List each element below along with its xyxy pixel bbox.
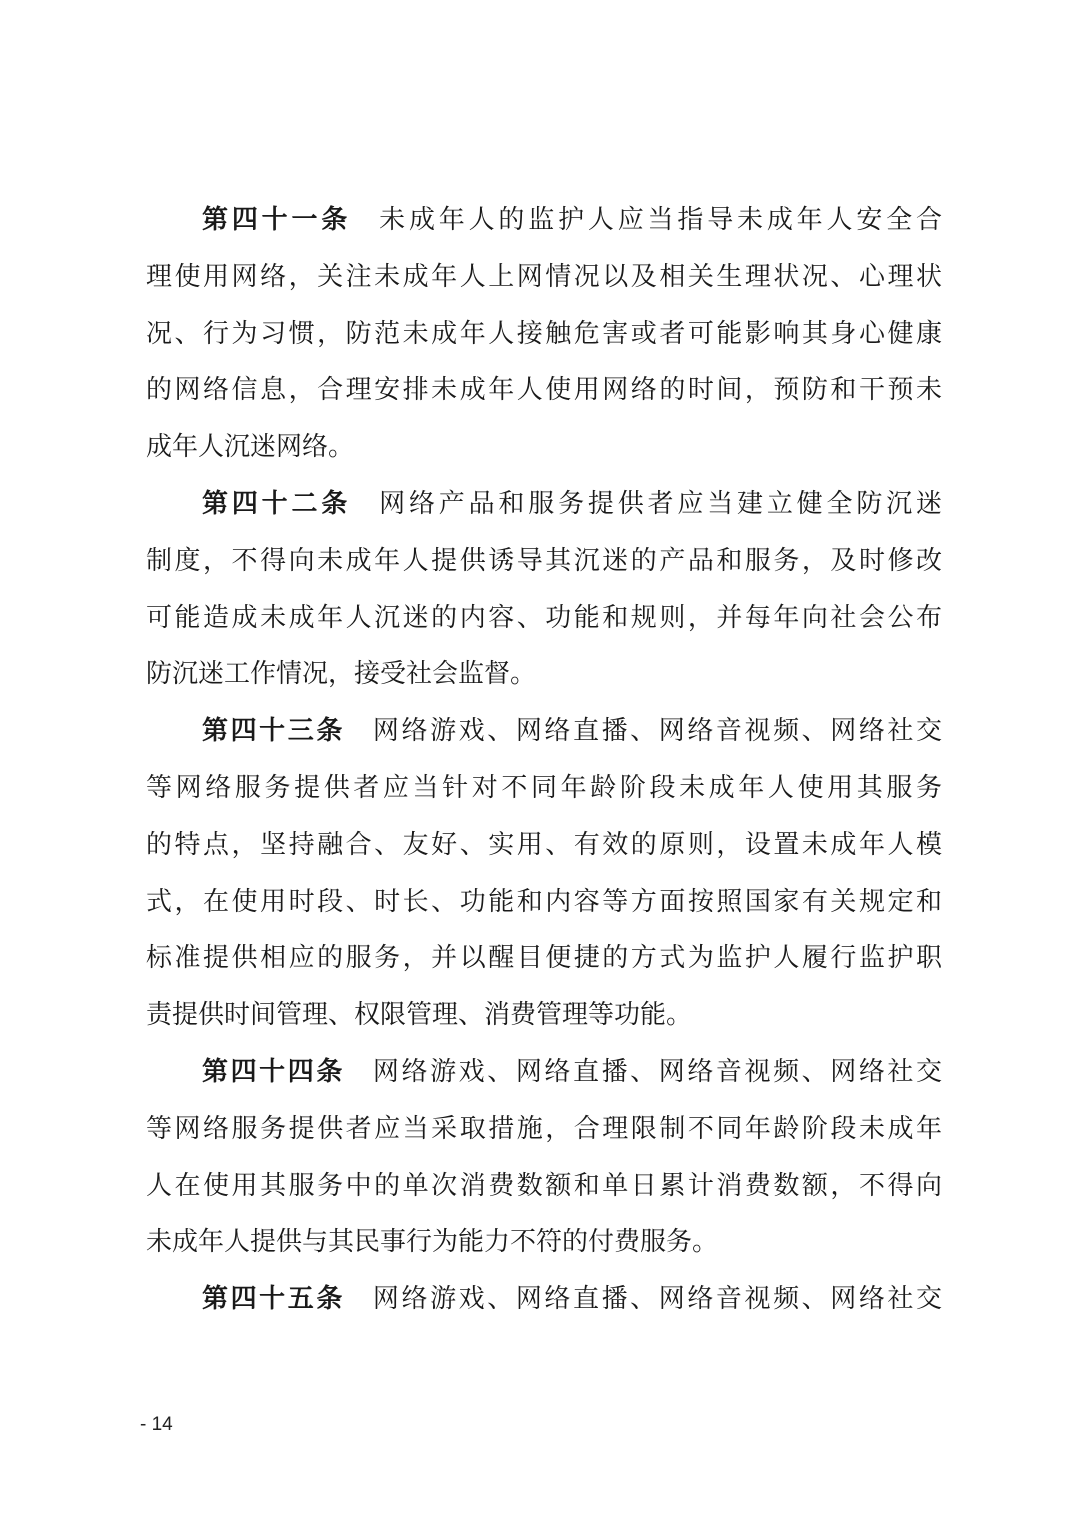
article-41-line-5: 成年人沉迷网络。: [146, 432, 355, 463]
article-43-line-6: 责提供时间管理、权限管理、消费管理等功能。: [146, 1000, 693, 1031]
article-43-line-4: 式，在使用时段、时长、功能和内容等方面按照国家有关规定和: [146, 886, 942, 917]
body-text: [146, 192, 942, 1328]
article-45-text-1: 网络游戏、网络直播、网络音视频、网络社交: [372, 1284, 942, 1315]
article-43-line-2: 等网络服务提供者应当针对不同年龄阶段未成年人使用其服务: [146, 772, 942, 803]
article-43-text-1: 网络游戏、网络直播、网络音视频、网络社交: [372, 716, 942, 747]
article-44-line-2: 等网络服务提供者应当采取措施，合理限制不同年龄阶段未成年: [146, 1113, 942, 1144]
article-41-line-1: [146, 192, 942, 249]
article-41-text-1: 未成年人的监护人应当指导未成年人安全合: [379, 205, 942, 235]
article-42-text-1: 网络产品和服务提供者应当建立健全防沉迷: [379, 488, 942, 519]
article-42-line-4: 防沉迷工作情况，接受社会监督。: [146, 659, 537, 690]
article-41-number: 第四十一条: [202, 205, 352, 235]
article-43-number: 第四十三条: [202, 716, 345, 747]
article-44-line-1: [146, 1044, 942, 1101]
article-45-number: 第四十五条: [202, 1284, 345, 1315]
article-44-number: 第四十四条: [202, 1056, 345, 1087]
article-45-line-1: [146, 1271, 942, 1328]
article-44-line-3: 人在使用其服务中的单次消费数额和单日累计消费数额，不得向: [146, 1170, 942, 1201]
article-44-line-4: 未成年人提供与其民事行为能力不符的付费服务。: [146, 1227, 719, 1258]
page-number: - 14: [140, 1414, 173, 1435]
article-42-number: 第四十二条: [202, 488, 352, 519]
article-41-line-4: 的网络信息，合理安排未成年人使用网络的时间，预防和干预未: [146, 375, 942, 406]
article-42-line-1: [146, 476, 942, 533]
article-43-line-1: [146, 703, 942, 760]
article-41-line-2: 理使用网络，关注未成年人上网情况以及相关生理状况、心理状: [146, 261, 942, 292]
article-43-line-3: 的特点，坚持融合、友好、实用、有效的原则，设置未成年人模: [146, 829, 942, 860]
article-43-line-5: 标准提供相应的服务，并以醒目便捷的方式为监护人履行监护职: [146, 943, 942, 974]
article-41-line-3: 况、行为习惯，防范未成年人接触危害或者可能影响其身心健康: [146, 318, 942, 349]
article-44-text-1: 网络游戏、网络直播、网络音视频、网络社交: [372, 1056, 942, 1087]
article-42-line-2: 制度，不得向未成年人提供诱导其沉迷的产品和服务，及时修改: [146, 545, 942, 576]
article-42-line-3: 可能造成未成年人沉迷的内容、功能和规则，并每年向社会公布: [146, 602, 942, 633]
